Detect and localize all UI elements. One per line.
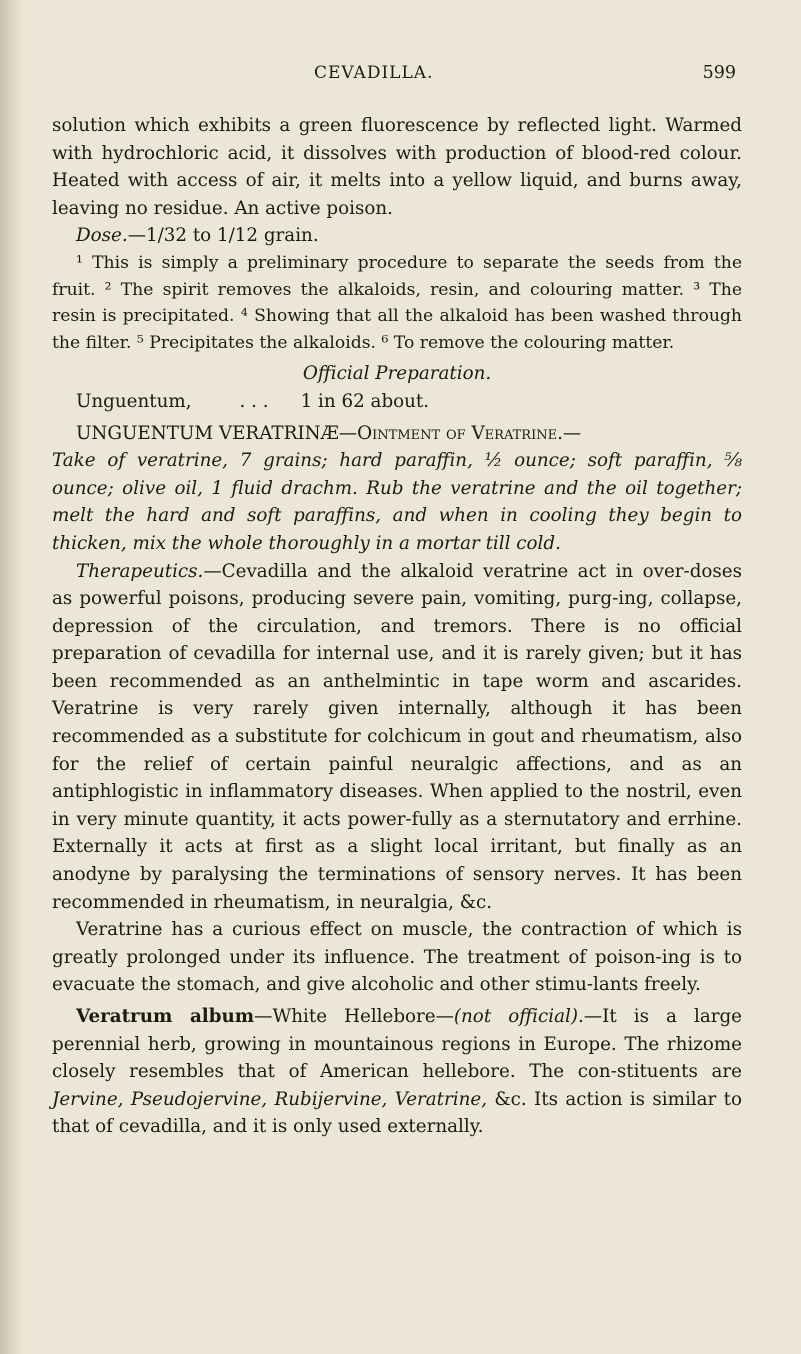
page-number: 599 [702,63,736,83]
preparation-name: Unguentum, [76,390,192,412]
dose-label: Dose. [76,225,128,247]
preparation-value: 1 in 62 about. [300,390,430,412]
running-title: CEVADILLA. [314,63,434,83]
dose-line [52,222,742,250]
running-head [52,60,742,90]
page-binding-shadow [0,0,22,1354]
muscle-paragraph: Veratrine has a curious effect on muscle, the contraction of which is greatly prolonged under its influence. The treatment of poison-ing is to evacuate the stomach, and give alcoholic and other stimu-lants freely. [52,919,742,996]
veratrum-constituents: Jervine, Pseudojervine, Rubijervine, Veratrine, [52,1088,488,1110]
therapeutics-text: —Cevadilla and the alkaloid veratrine act in over-doses as powerful poisons, producing severe pain, vomiting, purg-ing, collapse, depression of the circulation, and tremors. There is no official preparation of cevadilla for internal use, and it is rarely given; but it has been recommended as an anthelmintic in tape worm and ascarides. Veratrine is very rarely given internally, although it has been recommended as a substitute for colchicum in gout and rheumatism, also for the relief of certain painful neuralgic affections, and as an antiphlogistic in inflammatory diseases. When applied to the nostril, even in very minute quantity, it acts power-fully as a sternutatory and errhine. Externally it acts at first as a slight local irritant, but finally as an anodyne by paralysing the terminations of sensory nerves. It has been recommended in rheumatism, in neuralgia, &c. [52,560,742,913]
veratrum-name: Veratrum album [76,1006,255,1027]
veratrum-dash: —White Hellebore— [254,1006,454,1027]
paragraph-solution: solution which exhibits a green fluorescence by reflected light. Warmed with hydrochloric acid, it dissolves with production of blood-red colour. Heated with access of air, it melts into a yellow liquid, and burns away, leaving no residue. An active poison. [52,115,742,219]
unguentum-directions: Take of veratrine, 7 grains; hard paraffin, ½ ounce; soft paraffin, ⅝ ounce; olive oil, 1 fluid drachm. Rub the veratrine and the oil together; melt the hard and soft paraffins, and when in cooling they begin to thicken, mix the whole thoroughly in a mortar till cold. [52,450,742,554]
official-preparation-heading: Official Preparation. [302,363,492,385]
preparation-dots: . . . [239,390,269,412]
footnotes: ¹ This is simply a preliminary procedure to separate the seeds from the fruit. ² The spirit removes the alkaloids, resin, and colouring matter. ³ The resin is precipitated. ⁴ Showing that all the alkaloid has been washed through the filter. ⁵ Precipitates the alkaloids. ⁶ To remove the colouring matter. [52,252,742,353]
unguentum-subtitle: —Ointment of Veratrine.— [338,422,582,444]
therapeutics-label: Therapeutics. [76,560,204,582]
page-body [52,112,742,1141]
veratrum-text-1: —It is a large perennial herb, growing in mountainous regions in Europe. The rhizome closely resembles that of American hellebore. The con-stituents are [52,1006,742,1083]
unguentum-title-line [52,420,742,448]
unguentum-title: UNGUENTUM VERATRINÆ [76,422,339,444]
veratrum-status: (not official). [453,1006,584,1027]
therapeutics-paragraph [52,558,742,917]
veratrum-text-2: &c. Its action is similar to that of cevadilla, and it is only used externally. [52,1088,742,1138]
veratrum-paragraph [52,1003,742,1141]
official-preparation-item [52,388,742,416]
dose-text: —1/32 to 1/12 grain. [127,225,319,247]
